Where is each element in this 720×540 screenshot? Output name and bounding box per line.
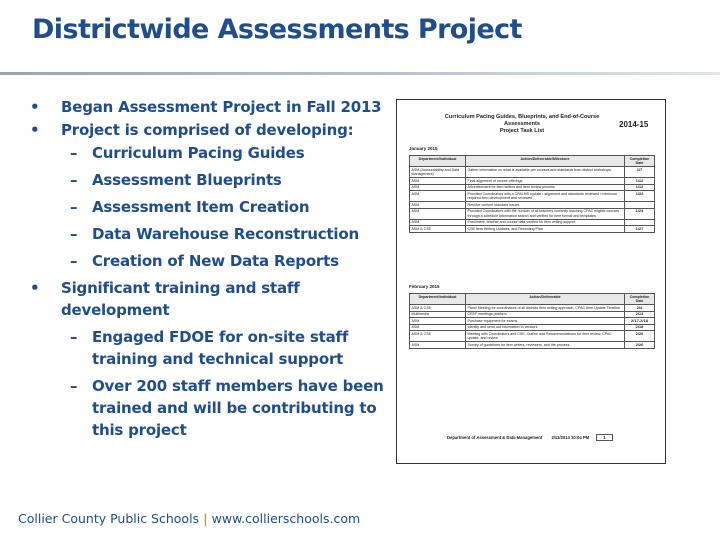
table-row [410, 184, 655, 191]
sub-bullet-text: Data Warehouse Reconstruction [92, 225, 359, 243]
table-row [410, 202, 655, 209]
table-cell: CEEF meetings platform [466, 311, 625, 318]
title-divider [0, 72, 720, 75]
bullet-marker: • [30, 98, 40, 116]
table-header: Action/Deliverable/Milestone [466, 156, 625, 167]
table-cell: ASM [410, 318, 466, 325]
table-cell: CSE Item Writing Updates, and Recruiting Plan [466, 226, 625, 233]
footer-url: www.collierschools.com [211, 511, 361, 526]
table-row [410, 219, 655, 226]
document-month-label: February 2015 [409, 284, 440, 289]
dash-marker: – [70, 252, 78, 270]
dash-marker: – [70, 328, 78, 346]
dash-marker: – [70, 198, 78, 216]
sub-bullet-item [28, 375, 388, 441]
task-table-february [409, 293, 655, 349]
table-cell: Purchase equipment for exams [466, 318, 625, 325]
table-cell: 2/26 [625, 331, 655, 342]
table-header: Department/Individual [410, 156, 466, 167]
sub-bullet-item [28, 250, 388, 272]
sub-bullet-item [28, 142, 388, 164]
table-cell: Meeting with Coordinators and CSE, Outline and Recommendations for item review, CPAC update, and review [466, 331, 625, 342]
table-cell: Gather information on what is available per courses and standards from district workshops [466, 167, 625, 178]
table-cell: 1/12 [625, 184, 655, 191]
table-header: Action/Deliverable [466, 294, 625, 305]
table-cell: Advertisement for item writers and item review process [466, 184, 625, 191]
table-cell: 1/24 [625, 208, 655, 219]
table-cell: Provided Coordinators with a CPALMS update • alignment and standards reviewed • minimum required item development and reviewed [466, 191, 625, 202]
table-row [410, 318, 655, 325]
sub-bullet-text: Curriculum Pacing Guides [92, 144, 305, 162]
sub-bullet-text: Over 200 staff members have been trained and will be contributing to this project [92, 377, 384, 439]
table-cell: Multimedia [410, 311, 466, 318]
table-cell [625, 219, 655, 226]
bullet-item [28, 119, 388, 141]
bullet-text: Significant training and staff development [61, 279, 300, 319]
bullet-text: Project is comprised of developing: [61, 121, 354, 139]
table-cell: Enrollment, teacher and course data verified for item writing support [466, 219, 625, 226]
table-cell [625, 202, 655, 209]
table-cell: Identify and send out information to vendors [466, 324, 625, 331]
table-row [410, 324, 655, 331]
table-row [410, 342, 655, 349]
footer [18, 511, 360, 526]
dash-marker: – [70, 144, 78, 162]
table-row [410, 167, 655, 178]
table-cell: ASM (Accountability and Data Management) [410, 167, 466, 178]
sub-bullet-text: Assessment Blueprints [92, 171, 282, 189]
table-cell: 2/17-2/18 [625, 318, 655, 325]
table-cell: 2/18 [625, 324, 655, 331]
table-cell: Provided Coordinators with the number of all teachers currently teaching CPAC eligible courses through a schedule information search and verified for item format and templates [466, 208, 625, 219]
table-row [410, 208, 655, 219]
bullet-text: Began Assessment Project in Fall 2013 [61, 98, 382, 116]
bullet-marker: • [30, 279, 40, 297]
document-footer-date: 2/11/2014 10:04 PM [551, 435, 590, 440]
bullet-marker: • [30, 121, 40, 139]
table-cell: ASM [410, 219, 466, 226]
document-footer [447, 434, 659, 441]
table-cell: ASM [410, 184, 466, 191]
table-cell: ASM & CSE [410, 331, 466, 342]
footer-org: Collier County Public Schools [18, 511, 200, 526]
document-footer-dept: Department of Assessment & Data Management [447, 435, 543, 440]
table-cell: Resolve content standard issues [466, 202, 625, 209]
table-cell: ASM [410, 324, 466, 331]
sub-bullet-item [28, 223, 388, 245]
table-header-row [410, 156, 655, 167]
table-cell: ASM & CSE [410, 226, 466, 233]
sub-bullet-text: Creation of New Data Reports [92, 252, 339, 270]
table-cell: Survey of guidelines for item writers, reviewers, and the process [466, 342, 625, 349]
table-cell: ASM [410, 202, 466, 209]
document-heading-line: Project Task List [499, 128, 545, 134]
table-cell: 2/26 [625, 342, 655, 349]
table-header-row [410, 294, 655, 305]
document-page-number: 1 [596, 434, 612, 441]
table-header: Department/Individual [410, 294, 466, 305]
sub-bullet-item [28, 169, 388, 191]
sub-bullet-text: Engaged FDOE for on-site staff training and technical support [92, 328, 349, 368]
bullet-item [28, 96, 388, 118]
table-cell: ASM [410, 342, 466, 349]
sub-bullet-item [28, 196, 388, 218]
document-heading [427, 114, 617, 135]
table-cell: 1/12 [625, 178, 655, 185]
table-row [410, 331, 655, 342]
table-header: Completion Date [625, 294, 655, 305]
dash-marker: – [70, 377, 78, 395]
table-cell: 2/13 [625, 311, 655, 318]
table-header: Completion Date [625, 156, 655, 167]
sub-bullet-item [28, 326, 388, 370]
dash-marker: – [70, 225, 78, 243]
document-heading-line: Curriculum Pacing Guides, Blueprints, and End-of-Course Assessments [444, 114, 600, 127]
dash-marker: – [70, 171, 78, 189]
table-cell: 1/7 [625, 167, 655, 178]
table-cell: ASM [410, 208, 466, 219]
table-cell: 1/23 [625, 191, 655, 202]
table-cell: ASM [410, 178, 466, 185]
table-cell: Panel Meeting for coordinators of all districts item writing approach, CPAC Item Update Timeline [466, 305, 625, 312]
task-list-document-image [396, 99, 666, 464]
document-year: 2014-15 [619, 120, 649, 129]
bullet-list [28, 96, 388, 446]
table-cell: 2/4 [625, 305, 655, 312]
table-cell: Final alignment of course offerings [466, 178, 625, 185]
table-row [410, 191, 655, 202]
sub-bullet-text: Assessment Item Creation [92, 198, 310, 216]
footer-separator: | [203, 511, 208, 526]
table-cell: ASM [410, 191, 466, 202]
task-table-january [409, 155, 655, 233]
table-cell: ASM & CSE [410, 305, 466, 312]
table-cell: 1/27 [625, 226, 655, 233]
bullet-item [28, 277, 388, 321]
document-month-label: January 2015 [409, 146, 438, 151]
slide-title: Districtwide Assessments Project [32, 14, 522, 45]
table-row [410, 311, 655, 318]
table-row [410, 305, 655, 312]
table-row [410, 178, 655, 185]
table-row [410, 226, 655, 233]
